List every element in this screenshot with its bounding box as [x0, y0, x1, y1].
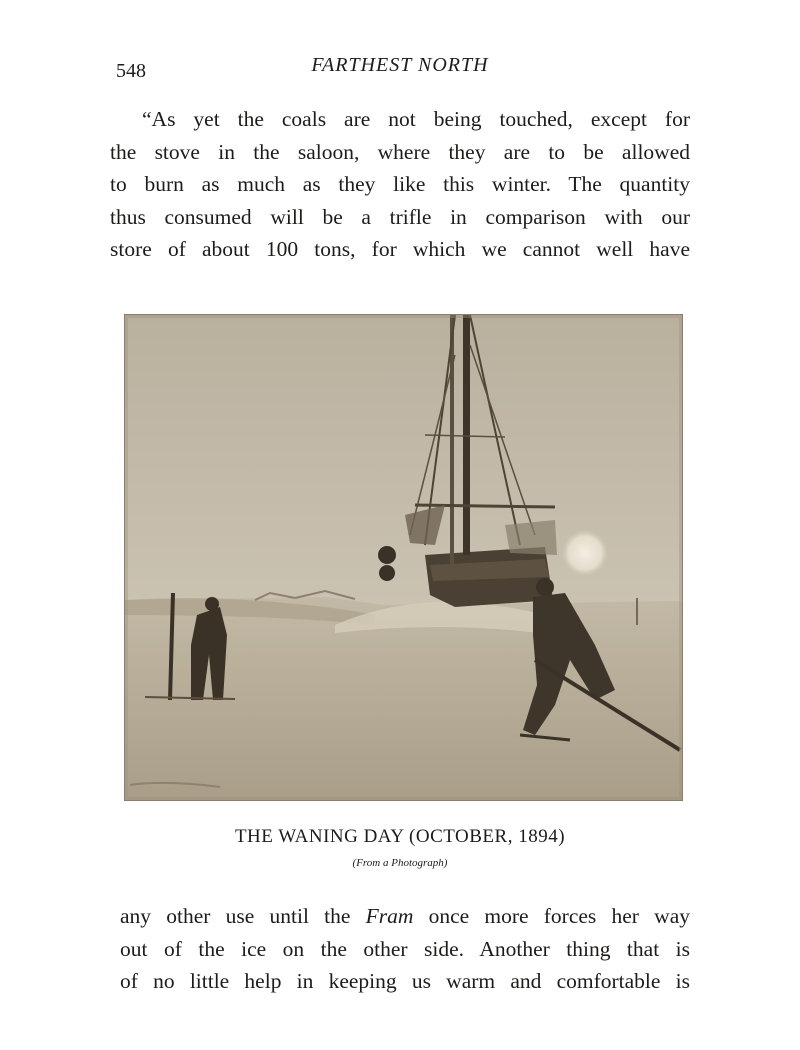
text-line [120, 900, 690, 933]
ship-in-ice-photograph [125, 315, 682, 800]
text-line: “As yet the coals are not being touched, except for [142, 107, 690, 131]
ship-name: Fram [365, 904, 414, 928]
figure-photograph [124, 314, 683, 801]
figure-source-note: (From a Photograph) [352, 857, 448, 869]
text-line: to burn as much as they like this winter. The quantity [110, 172, 690, 196]
text-line: the stove in the saloon, where they are to be allowed [110, 139, 690, 164]
text-line: thus consumed will be a trifle in comparison with our [110, 204, 690, 229]
top-paragraph [110, 103, 690, 266]
text-line: of no little help in keeping us warm and comfortable is [120, 969, 690, 993]
running-title: FARTHEST NORTH [311, 54, 489, 76]
text-line: store of about 100 tons, for which we cannot well have [110, 237, 690, 261]
figure-caption [0, 826, 800, 848]
text-segment: once more forces her way [413, 904, 690, 928]
text-line: out of the ice on the other side. Another thing that is [120, 936, 690, 961]
page-number: 548 [116, 60, 146, 82]
text-segment: any other use until the [120, 904, 366, 928]
caption-text: THE WANING DAY (OCTOBER, 1894) [234, 826, 566, 847]
bottom-paragraph [120, 900, 690, 998]
